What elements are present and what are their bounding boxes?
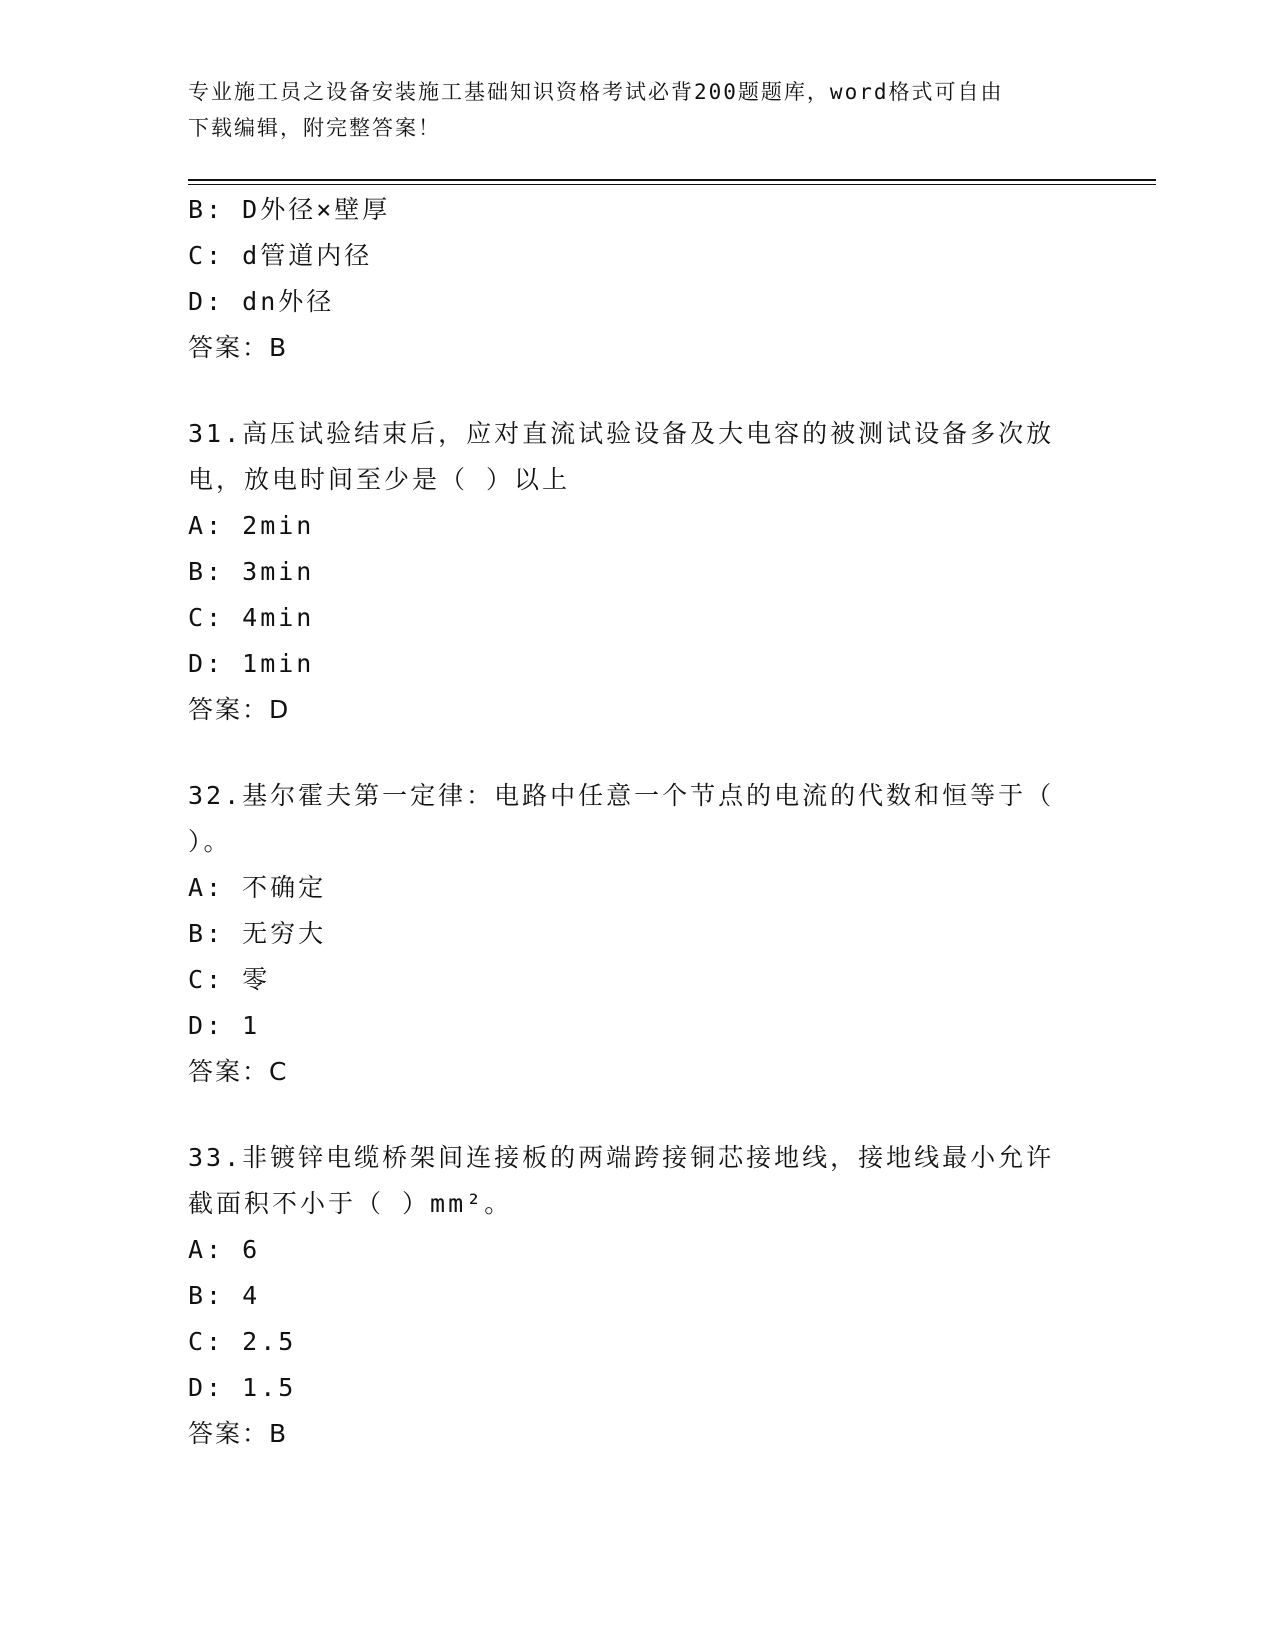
header-divider-thin (188, 184, 1156, 185)
question-33 (188, 1135, 1088, 1457)
question-31 (188, 411, 1088, 733)
question-text-line: 32.基尔霍夫第一定律：电路中任意一个节点的电流的代数和恒等于（ (188, 781, 1055, 810)
question-content (188, 187, 1088, 1457)
document-header (188, 74, 1088, 146)
option-b: B: 无穷大 (188, 919, 327, 948)
question-text-line: 截面积不小于（ ）mm²。 (188, 1189, 513, 1218)
option-c: C: d管道内径 (188, 241, 373, 270)
header-divider-thick (188, 179, 1156, 181)
answer-line: 答案：D (188, 695, 291, 724)
option-c: C: 4min (188, 603, 315, 632)
question-text-line: ）。 (188, 827, 232, 856)
question-text (188, 1135, 1088, 1227)
option-b: B: D外径×壁厚 (188, 195, 391, 224)
option-d: D: 1min (188, 649, 315, 678)
header-line-1: 专业施工员之设备安装施工基础知识资格考试必背200题题库，word格式可自由 (188, 80, 1004, 104)
option-a: A: 6 (188, 1235, 261, 1264)
header-line-2: 下载编辑，附完整答案！ (188, 116, 441, 140)
answer-line: 答案：C (188, 1057, 289, 1086)
question-32 (188, 773, 1088, 1095)
option-b: B: 4 (188, 1281, 261, 1310)
option-c: C: 2.5 (188, 1327, 297, 1356)
question-text (188, 773, 1088, 865)
previous-question-block (188, 187, 1088, 371)
question-text-line: 33.非镀锌电缆桥架间连接板的两端跨接铜芯接地线，接地线最小允许 (188, 1143, 1055, 1172)
answer-line: 答案：B (188, 333, 289, 362)
option-d: D: 1.5 (188, 1373, 297, 1402)
option-a: A: 不确定 (188, 873, 327, 902)
answer-line: 答案：B (188, 1419, 289, 1448)
option-b: B: 3min (188, 557, 315, 586)
option-c: C: 零 (188, 965, 271, 994)
option-d: D: 1 (188, 1011, 261, 1040)
question-text-line: 电，放电时间至少是（ ）以上 (188, 465, 571, 494)
question-text-line: 31.高压试验结束后，应对直流试验设备及大电容的被测试设备多次放 (188, 419, 1055, 448)
question-text (188, 411, 1088, 503)
option-d: D: dn外径 (188, 287, 335, 316)
option-a: A: 2min (188, 511, 315, 540)
